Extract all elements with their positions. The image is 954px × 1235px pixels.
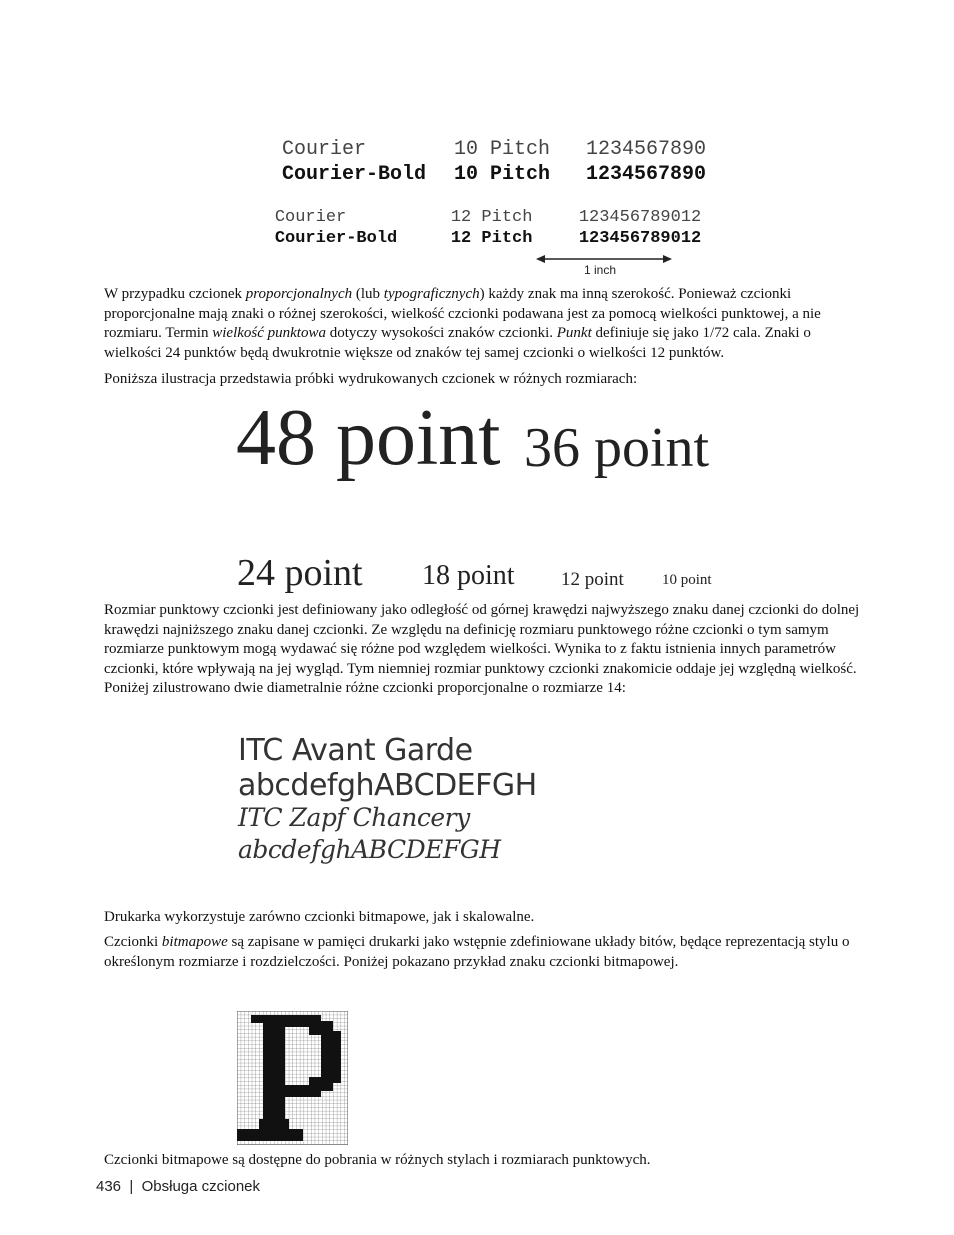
italic-term: Punkt bbox=[556, 325, 592, 341]
sample-24-point: 24 point bbox=[237, 552, 363, 594]
digit-sample: 1234567890 bbox=[586, 138, 707, 161]
sample-36-point: 36 point bbox=[524, 417, 710, 479]
sample-10-point: 10 point bbox=[662, 572, 712, 588]
digit-sample: 123456789012 bbox=[578, 229, 702, 248]
italic-term: wielkość punktowa bbox=[212, 325, 326, 341]
digit-sample: 1234567890 bbox=[586, 163, 707, 186]
avant-garde-name: ITC Avant Garde bbox=[238, 733, 473, 768]
inch-label: 1 inch bbox=[584, 263, 617, 277]
text-run: dotyczy wysokości znaków czcionki. bbox=[325, 325, 557, 341]
paragraph-point-size-definition: Rozmiar punktowy czcionki jest definiowany jako odległość od górnej krawędzi najwyższego znaku danej czcionki do dolnej krawędzi najniższego znaku danej czcionki. Ze względu na definicję rozmiaru punktowego różne czcionki o tym samym rozmiarze punktowym mogą wydawać się różne pod względem wielkości. Wynika to z faktu istnienia innych parametrów czcionki, które wpływają na jej wygląd. Tym niemniej rozmiar punktowy czcionki znakomicie oddaje jej względną wielkość. Poniżej zilustrowano dwie diametralnie różne czcionki proporcjonalne o rozmiarze 14: bbox=[104, 602, 860, 696]
font-name: Courier bbox=[274, 208, 347, 227]
text-run: definiuje się jako 1/72 cala. Znaki o wielkości 24 punktów będą dwukrotnie większe od znaków tej samej czcionki o wielkości 12 punktów. bbox=[104, 325, 811, 361]
footer-separator: | bbox=[129, 1178, 134, 1195]
italic-term: bitmapowe bbox=[161, 934, 228, 950]
paragraph-bitmap-and-scalable: Drukarka wykorzystuje zarówno czcionki bitmapowe, jak i skalowalne. bbox=[104, 909, 535, 925]
digit-sample: 123456789012 bbox=[578, 208, 702, 227]
pitch-label: 10 Pitch bbox=[454, 138, 551, 161]
font-name: Courier-Bold bbox=[282, 163, 427, 186]
bitmap-p-glyph-illustration bbox=[237, 1011, 348, 1145]
avant-garde-alphabet: abcdefghABCDEFGH bbox=[238, 768, 537, 803]
page-number: 436 bbox=[96, 1178, 122, 1195]
sample-12-point: 12 point bbox=[561, 569, 624, 590]
italic-term: proporcjonalnych bbox=[245, 286, 353, 302]
paragraph-illustration-intro: Poniższa ilustracja przedstawia próbki wydrukowanych czcionek w różnych rozmiarach: bbox=[104, 371, 638, 387]
sample-48-point: 48 point bbox=[236, 394, 501, 482]
paragraph-bitmap-fonts bbox=[104, 933, 864, 972]
paragraph-bitmap-download: Czcionki bitmapowe są dostępne do pobrania w różnych stylach i rozmiarach punktowych. bbox=[104, 1152, 651, 1168]
zapf-chancery-alphabet: abcdefghABCDEFGH bbox=[238, 835, 501, 864]
text-run: są zapisane w pamięci drukarki jako wstępnie zdefiniowane układy bitów, będące reprezentacją stylu o określonym rozmiarze i rozdzielczości. Poniżej pokazano przykład znaku czcionki bitmapowej. bbox=[104, 934, 850, 970]
text-run: W przypadku czcionek bbox=[104, 286, 246, 302]
pitch-label: 12 Pitch bbox=[450, 229, 533, 248]
pitch-label: 10 Pitch bbox=[454, 163, 551, 186]
zapf-chancery-name: ITC Zapf Chancery bbox=[238, 803, 470, 832]
section-title: Obsługa czcionek bbox=[141, 1178, 261, 1195]
paragraph-proportional-fonts bbox=[104, 285, 864, 363]
page-footer bbox=[96, 1178, 260, 1195]
sample-18-point: 18 point bbox=[422, 560, 515, 591]
font-name: Courier-Bold bbox=[274, 229, 398, 248]
pitch-label: 12 Pitch bbox=[450, 208, 533, 227]
font-name: Courier bbox=[282, 138, 367, 161]
italic-term: typograficznych bbox=[383, 286, 480, 302]
text-run: ) każdy znak ma inną szerokość. Ponieważ czcionki proporcjonalne mają znaki o różnej szerokości, wielkość czcionki podawana jest za pomocą wielkości punktowej, a nie rozmiaru. Termin bbox=[104, 286, 821, 341]
text-run: Czcionki bbox=[104, 934, 162, 950]
text-run: (lub bbox=[352, 286, 384, 302]
